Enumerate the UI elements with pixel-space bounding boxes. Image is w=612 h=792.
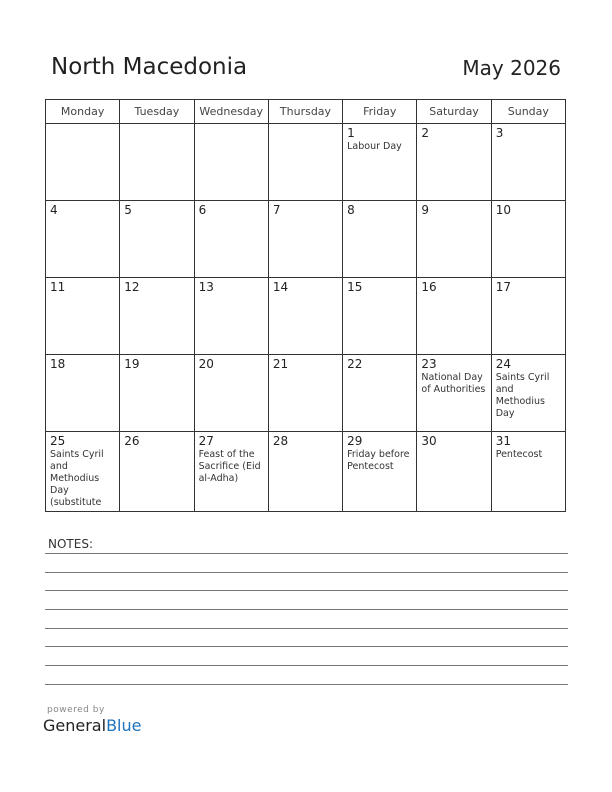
day-number: 9 — [421, 203, 430, 217]
calendar-day-cell — [343, 355, 417, 432]
calendar-day-cell — [120, 124, 194, 201]
calendar-day-cell — [491, 432, 565, 512]
day-number: 29 — [347, 434, 363, 448]
weekday-header: Saturday — [417, 100, 491, 124]
calendar-grid — [45, 99, 566, 512]
calendar-week-row — [46, 278, 566, 355]
holiday-label: National Day of Authorities — [421, 372, 486, 395]
notes-line — [45, 684, 568, 685]
day-number: 28 — [272, 434, 289, 448]
calendar-day-cell — [417, 201, 491, 278]
calendar-day-cell — [268, 201, 342, 278]
day-number: 24 — [495, 357, 511, 371]
weekday-header: Wednesday — [194, 100, 268, 124]
calendar-day-cell — [268, 278, 342, 355]
holiday-label: Saints Cyril and Methodius Day (substitute — [50, 449, 104, 508]
calendar-day-cell — [268, 124, 342, 201]
notes-line — [45, 553, 568, 554]
calendar-day-cell — [46, 201, 120, 278]
calendar-day-cell — [491, 201, 565, 278]
day-number: 20 — [198, 357, 214, 371]
notes-line — [45, 665, 568, 666]
calendar-week-row — [46, 355, 566, 432]
calendar-day-cell — [194, 355, 268, 432]
calendar-week-row — [46, 201, 566, 278]
day-number: 14 — [272, 280, 289, 294]
notes-line — [45, 646, 568, 647]
holiday-label: Feast of the Sacrifice (Eid al-Adha) — [198, 449, 261, 484]
weekday-header: Sunday — [491, 100, 565, 124]
calendar-day-cell — [343, 432, 417, 512]
calendar-day-cell — [343, 278, 417, 355]
calendar-day-cell — [417, 432, 491, 512]
day-number: 27 — [198, 434, 214, 448]
calendar-day-cell — [194, 124, 268, 201]
day-number: 23 — [421, 357, 437, 371]
weekday-header: Friday — [343, 100, 417, 124]
calendar-day-cell — [120, 355, 194, 432]
calendar-day-cell — [194, 278, 268, 355]
calendar-day-cell — [46, 124, 120, 201]
calendar-day-cell — [120, 201, 194, 278]
day-number: 5 — [124, 203, 132, 217]
holiday-label: Pentecost — [495, 449, 543, 460]
day-number: 8 — [347, 203, 355, 217]
day-number: 6 — [198, 203, 207, 217]
calendar-day-cell — [194, 432, 268, 512]
notes-line — [45, 609, 568, 610]
day-number: 21 — [272, 357, 289, 371]
weekday-header: Monday — [46, 100, 120, 124]
calendar-day-cell — [194, 201, 268, 278]
day-number: 4 — [50, 203, 58, 217]
holiday-label: Saints Cyril and Methodius Day — [495, 372, 550, 419]
calendar-day-cell — [46, 355, 120, 432]
calendar-day-cell — [120, 278, 194, 355]
day-number: 3 — [495, 126, 504, 140]
day-number: 7 — [272, 203, 281, 217]
day-number: 25 — [50, 434, 66, 448]
powered-by-text: powered by — [47, 705, 105, 715]
generalblue-logo — [43, 716, 141, 735]
weekday-header-row — [46, 100, 566, 124]
day-number: 18 — [50, 357, 66, 371]
calendar-day-cell — [417, 278, 491, 355]
calendar-day-cell — [268, 432, 342, 512]
day-number: 12 — [124, 280, 140, 294]
day-number: 10 — [495, 203, 511, 217]
day-number: 1 — [347, 126, 355, 140]
notes-label: NOTES: — [48, 537, 93, 551]
calendar-day-cell — [343, 201, 417, 278]
calendar-day-cell — [120, 432, 194, 512]
calendar-week-row — [46, 432, 566, 512]
day-number: 22 — [347, 357, 363, 371]
day-number: 31 — [495, 434, 511, 448]
day-number: 17 — [495, 280, 511, 294]
weekday-header: Thursday — [268, 100, 342, 124]
calendar-month-title: May 2026 — [462, 56, 561, 80]
calendar-day-cell — [343, 124, 417, 201]
day-number: 16 — [421, 280, 437, 294]
logo-general: General — [43, 716, 107, 735]
calendar-day-cell — [417, 355, 491, 432]
notes-line — [45, 572, 568, 573]
logo-blue: Blue — [106, 716, 142, 735]
day-number: 30 — [421, 434, 437, 448]
calendar-day-cell — [491, 278, 565, 355]
calendar-day-cell — [491, 355, 565, 432]
calendar-day-cell — [417, 124, 491, 201]
holiday-label: Labour Day — [347, 141, 402, 152]
day-number: 26 — [124, 434, 140, 448]
notes-line — [45, 590, 568, 591]
day-number: 2 — [421, 126, 430, 140]
calendar-week-row — [46, 124, 566, 201]
calendar-day-cell — [268, 355, 342, 432]
calendar-country-title: North Macedonia — [51, 54, 248, 80]
day-number: 19 — [124, 357, 140, 371]
calendar-day-cell — [46, 432, 120, 512]
calendar-day-cell — [491, 124, 565, 201]
notes-line — [45, 628, 568, 629]
calendar-day-cell — [46, 278, 120, 355]
weekday-header: Tuesday — [120, 100, 194, 124]
holiday-label: Friday before Pentecost — [347, 449, 410, 472]
day-number: 11 — [50, 280, 66, 294]
day-number: 15 — [347, 280, 363, 294]
day-number: 13 — [198, 280, 214, 294]
